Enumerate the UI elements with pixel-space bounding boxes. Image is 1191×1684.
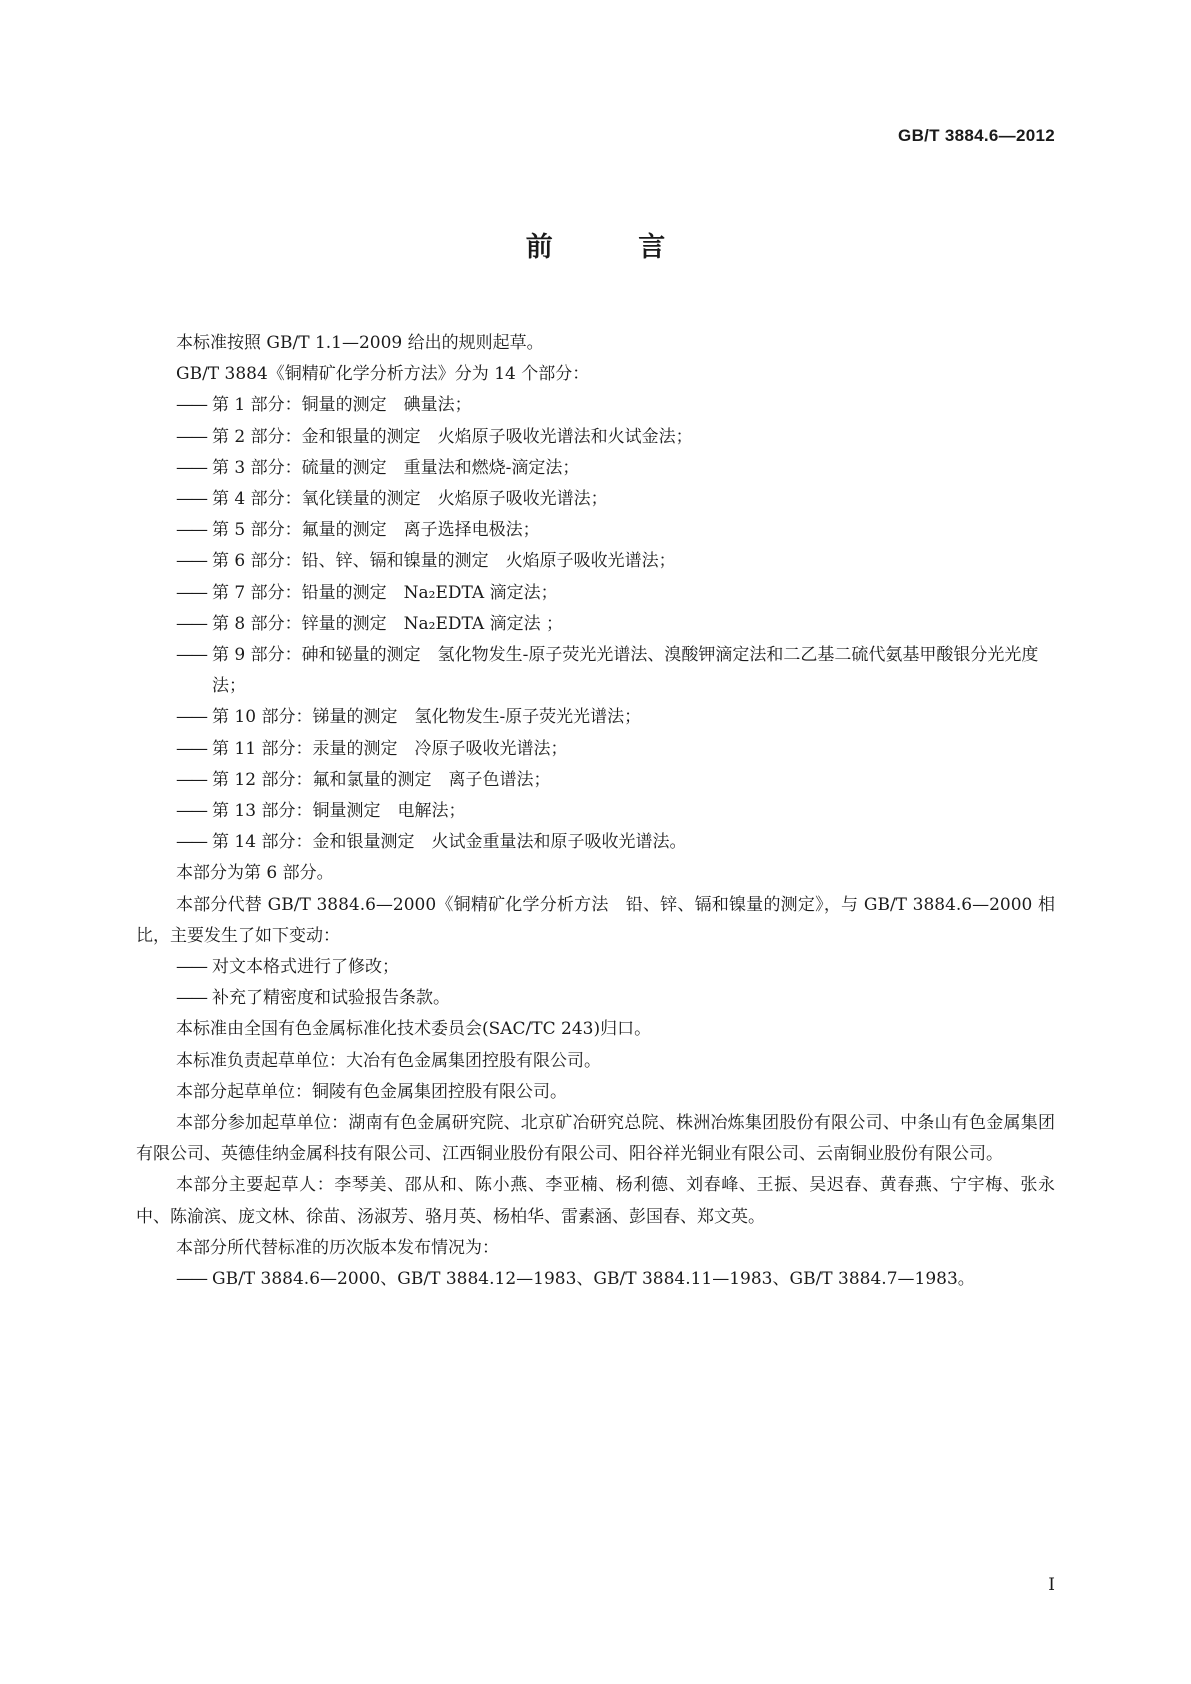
part-item-text: 第 8 部分：锌量的测定 Na₂EDTA 滴定法 ；: [212, 613, 563, 634]
part-item-text: 第 13 部分：铜量测定 电解法；: [212, 801, 466, 822]
part-item-text: 第 1 部分：铜量的测定 碘量法；: [212, 395, 472, 416]
part-list-item: [136, 578, 1055, 609]
part-list-item: [136, 765, 1055, 796]
part-list-item: [136, 484, 1055, 515]
part-list-item: [136, 796, 1055, 827]
part-list-item: [136, 702, 1055, 733]
change-item-text: 对文本格式进行了修改；: [212, 957, 399, 978]
part-list-item: [136, 515, 1055, 546]
dash-mark: ——: [176, 457, 206, 478]
part-item-text: 第 2 部分：金和银量的测定 火焰原子吸收光谱法和火试金法；: [212, 426, 693, 447]
drafting-unit: 本部分起草单位：铜陵有色金属集团控股有限公司。: [176, 1081, 567, 1102]
part-list-item: [136, 827, 1055, 858]
page-number: I: [1048, 1575, 1055, 1595]
responsible-unit: 本标准负责起草单位：大冶有色金属集团控股有限公司。: [176, 1050, 601, 1071]
history-item-text: GB/T 3884.6—2000、GB/T 3884.12—1983、GB/T 3884.11—1983、GB/T 3884.7—1983。: [212, 1269, 975, 1290]
dash-mark: ——: [176, 988, 206, 1009]
history-list-item: [136, 1264, 1055, 1295]
part-item-text: 第 9 部分：砷和铋量的测定 氢化物发生-原子荧光光谱法、溴酸钾滴定法和二乙基二硫代氨基甲酸银分光光度法；: [212, 645, 1039, 697]
dash-mark: ——: [176, 769, 206, 790]
part-list-item: [136, 609, 1055, 640]
intro-rules-line: 本标准按照 GB/T 1.1—2009 给出的规则起草。: [176, 333, 544, 353]
dash-mark: ——: [176, 489, 206, 510]
main-drafters: 本部分主要起草人：李琴美、邵从和、陈小燕、李亚楠、杨利德、刘春峰、王振、吴迟春、黄春燕、宁宇梅、张永中、陈渝滨、庞文林、徐苗、汤淑芳、骆月英、杨柏华、雷素涵、彭国春、郑文英。: [136, 1175, 1055, 1227]
dash-mark: ——: [176, 582, 206, 603]
intro-parts-line: GB/T 3884《铜精矿化学分析方法》分为 14 个部分：: [176, 364, 590, 385]
part-item-text: 第 7 部分：铅量的测定 Na₂EDTA 滴定法；: [212, 582, 558, 603]
part-statement: 本部分为第 6 部分。: [176, 863, 334, 884]
change-list-item: [136, 952, 1055, 983]
dash-mark: ——: [176, 801, 206, 822]
part-item-text: 第 3 部分：硫量的测定 重量法和燃烧-滴定法；: [212, 457, 580, 478]
part-item-text: 第 11 部分：汞量的测定 冷原子吸收光谱法；: [212, 738, 568, 759]
change-item-text: 补充了精密度和试验报告条款。: [212, 988, 450, 1009]
dash-mark: ——: [176, 520, 206, 541]
change-list-item: [136, 983, 1055, 1014]
dash-mark: ——: [176, 395, 206, 416]
part-list-item: [136, 734, 1055, 765]
history-intro: 本部分所代替标准的历次版本发布情况为：: [176, 1237, 499, 1258]
dash-mark: ——: [176, 613, 206, 634]
standard-number: GB/T 3884.6—2012: [898, 126, 1055, 145]
dash-mark: ——: [176, 645, 206, 666]
part-item-text: 第 12 部分：氟和氯量的测定 离子色谱法；: [212, 769, 551, 790]
dash-mark: ——: [176, 551, 206, 572]
replacement-statement: 本部分代替 GB/T 3884.6—2000《铜精矿化学分析方法 铅、锌、镉和镍量的测定》，与 GB/T 3884.6—2000 相比，主要发生了如下变动：: [136, 894, 1055, 946]
part-list-item: [136, 453, 1055, 484]
participating-units: 本部分参加起草单位：湖南有色金属研究院、北京矿冶研究总院、株洲冶炼集团股份有限公司、中条山有色金属集团有限公司、英德佳纳金属科技有限公司、江西铜业股份有限公司、阳谷祥光铜业有限公司、云南铜业股份有限公司。: [136, 1113, 1055, 1165]
part-item-text: 第 6 部分：铅、锌、镉和镍量的测定 火焰原子吸收光谱法；: [212, 551, 676, 572]
part-list-item: [136, 390, 1055, 421]
part-list-item: [136, 640, 1055, 702]
foreword-body: [136, 328, 1055, 1295]
part-item-text: 第 5 部分：氟量的测定 离子选择电极法；: [212, 520, 540, 541]
part-item-text: 第 10 部分：锑量的测定 氢化物发生-原子荧光光谱法；: [212, 707, 642, 728]
part-item-text: 第 14 部分：金和银量测定 火试金重量法和原子吸收光谱法。: [212, 832, 687, 853]
dash-mark: ——: [176, 426, 206, 447]
dash-mark: ——: [176, 738, 206, 759]
page-title: 前 言: [525, 232, 704, 263]
dash-mark: ——: [176, 832, 206, 853]
part-list-item: [136, 546, 1055, 577]
dash-mark: ——: [176, 1269, 206, 1290]
dash-mark: ——: [176, 957, 206, 978]
part-list-item: [136, 422, 1055, 453]
committee-statement: 本标准由全国有色金属标准化技术委员会(SAC/TC 243)归口。: [176, 1019, 652, 1040]
dash-mark: ——: [176, 707, 206, 728]
part-item-text: 第 4 部分：氧化镁量的测定 火焰原子吸收光谱法；: [212, 489, 608, 510]
